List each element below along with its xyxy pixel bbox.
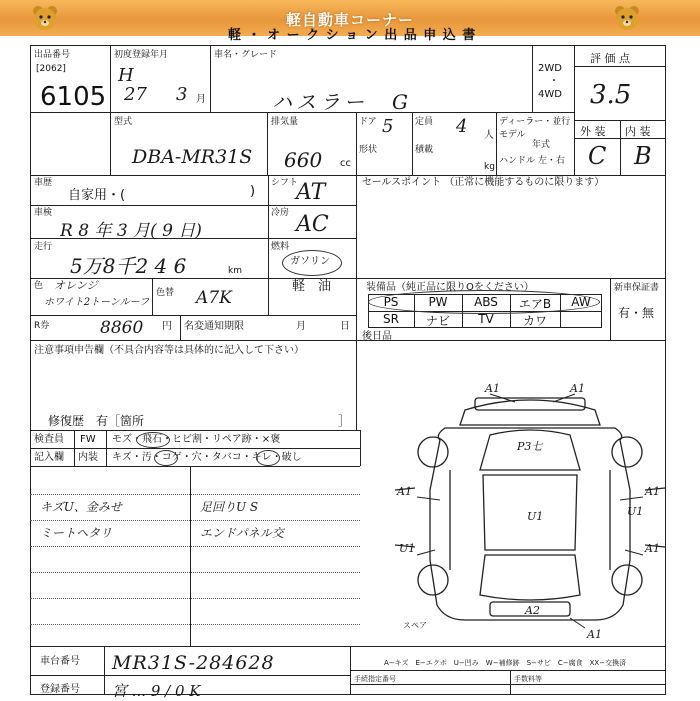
diagram-mark-front-right: A1 [570,382,585,395]
repair-history-label: 修復歴 有［箇所 [48,414,145,428]
registration-value: 宮 ... 9 / 0 K [112,682,201,700]
recycle-value: 8860 [100,318,144,338]
bear-mascot-right-icon [612,3,642,33]
equipment-abs: ABS [474,295,498,309]
mileage-unit: km [228,266,242,276]
drive-2wd: 2WD [538,63,562,74]
model-label: 型式 [114,117,133,127]
color-value-primary: オレンジ [54,279,98,292]
fuel-diesel: 軽 油 [292,279,332,294]
report-left-line1: キズU、金みせ [40,500,122,514]
interior-mark-circle-1 [154,450,178,466]
door-value: 5 [382,116,394,137]
recycle-unit: 円 [162,321,172,332]
usage-label: 車歴 [34,178,53,188]
handle-label: ハンドル 左・右 [499,156,565,166]
recycle-label: R券 [34,321,50,331]
repair-history-close: ］ [338,414,351,428]
equipment-leather: カワ [522,314,547,328]
ac-value: AC [296,212,329,237]
color-value-secondary: ホワイト2トーンルーフ [44,297,150,308]
first-reg-era: H [118,65,134,86]
after-items-label: 後日品 [362,331,392,342]
name-change-day: 日 [340,321,350,332]
equipment-sr: SR [383,312,399,326]
capacity-value: 4 [456,116,468,137]
displacement-value: 660 [284,148,323,172]
equipment-aw: AW [571,295,591,309]
caution-label: 注意事項申告欄（不具合内容等は具体的に記入して下さい） [34,345,304,356]
lot-sub: [2062] [36,64,66,74]
equipment-label: 装備品（純正品に限りOをください） [366,282,534,293]
usage-close: ) [250,184,256,199]
diagram-mark-roof: P3七 [517,440,543,453]
diagram-mark-right-front-door: A1 [645,485,660,498]
model-year-label: モデル [499,130,526,140]
exterior-label: 外 装 [580,125,606,138]
diagram-mark-rear: A2 [525,604,540,617]
interior-grade: B [634,142,652,170]
color-change-label: 色替 [156,288,175,298]
load-unit: kg [484,162,495,172]
banner-title: 軽自動車コーナー [285,11,414,29]
fee-label: 手数料等 [514,675,542,683]
equipment-ps: PS [383,295,399,309]
new-warranty-value: 有・無 [618,306,655,320]
equipment-pw: PW [428,295,448,309]
fuel-label: 燃料 [271,242,290,252]
capacity-label: 定員 [415,117,434,127]
color-label: 色 [34,281,44,291]
procedure-label: 手続指定番号 [354,675,396,683]
name-change-label: 名変通知期限 [184,321,244,332]
score-value: 3.5 [590,80,632,110]
chassis-label: 車台番号 [40,656,80,667]
dealer-label: ディーラー・並行 [499,117,571,127]
mileage-value: 5万8千2 4 6 [70,254,187,278]
drive-4wd: 4WD [538,89,562,100]
score-label: 評 価 点 [590,52,630,65]
diagram-mark-center: U1 [527,510,544,523]
first-reg-label: 初度登録年月 [114,50,169,60]
damage-legend: A−キズ E−エクボ U−凹み W−補修跡 S−サビ C−腐食 XX−交換済 [384,659,627,667]
year-label: 年式 [532,140,551,150]
report-left-line2: ミートヘタリ [40,526,113,540]
inspector-interior-items: キズ・汚・コゲ・穴・タバコ・キレ・破し [112,452,302,463]
car-damage-diagram [395,380,665,645]
diagram-mark-front-left: A1 [485,382,500,395]
registration-label: 登録番号 [40,684,80,695]
diagram-spare-label: スペア [403,621,427,630]
first-reg-month-unit: 月 [196,94,206,105]
first-reg-month: 3 [176,84,188,105]
report-right-line1: 足回りU S [200,500,259,514]
fuel-selected-circle [282,250,342,276]
car-name-label: 車名・グレード [214,50,278,60]
diagram-mark-left-rear-door: U1 [399,542,416,555]
shape-label: 形状 [359,145,378,155]
first-reg-year: 27 [124,84,147,105]
door-label: ドア [359,117,377,127]
displacement-unit: cc [340,158,351,169]
lot-number: 6105 [40,82,107,112]
inspector-fw-items: モズ・飛石・ヒビ割・リペア跡・×褒 [112,434,281,445]
diagram-mark-right-rear-door: A1 [645,542,660,555]
interior-mark-circle-2 [256,450,280,466]
shift-label: シフト [271,178,299,188]
model-value: DBA-MR31S [132,146,253,168]
name-change-month: 月 [296,321,306,332]
sales-point-label: セールスポイント （正常に機能するものに限ります） [362,177,605,188]
new-warranty-label: 新車保証書 [614,283,660,293]
inspection-value: R 8 年 3 月( 9 日) [60,221,202,241]
mileage-label: 走行 [34,242,53,252]
report-right-line2: エンドパネル交 [200,526,284,540]
fuel-gasoline: ガソリン [290,256,330,267]
chassis-value: MR31S-284628 [112,652,275,674]
capacity-unit: 人 [484,130,494,141]
inspector-interior: 内装 [78,452,98,463]
equipment-airbag: エアB [518,297,552,311]
equipment-navi: ナビ [425,314,450,328]
color-code: A7K [196,288,232,308]
exterior-grade: C [588,142,607,170]
entry-label: 記入欄 [34,452,64,463]
usage-value: 自家用・( [68,188,126,203]
displacement-label: 排気量 [271,117,299,127]
equipment-selected-circle [368,290,600,314]
diagram-mark-left-front-door: A1 [397,485,412,498]
drive-dot: ・ [549,76,559,87]
diagram-mark-right-side: U1 [627,505,644,518]
equipment-tv: TV [478,312,494,326]
load-label: 積載 [415,145,434,155]
interior-label: 内 装 [625,125,651,138]
lot-label: 出品番号 [34,50,71,60]
inspection-label: 車検 [34,208,53,218]
fw-mark-circle-1 [136,432,170,448]
sheet-title-fragment: 軽 ・ オ ー ク シ ョ ン 出 品 申 込 書 [228,28,477,43]
shift-value: AT [296,180,326,205]
inspector-label: 検査員 [34,434,64,445]
car-name-value: ハスラー G [272,90,412,114]
diagram-mark-rear-right: A1 [587,628,602,641]
ac-label: 冷房 [271,208,290,218]
inspector-fw: FW [80,434,96,445]
